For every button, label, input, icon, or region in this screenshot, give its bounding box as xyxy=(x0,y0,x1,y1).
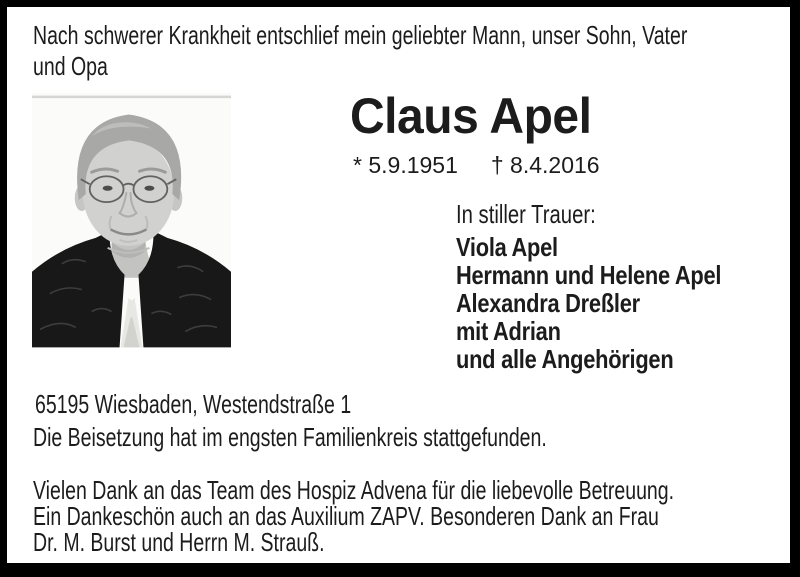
intro-line-1: Nach schwerer Krankheit entschlief mein geliebter Mann, unser Sohn, Vater xyxy=(33,20,688,50)
life-dates xyxy=(353,152,600,180)
mourner-list xyxy=(456,233,721,373)
portrait-photo xyxy=(32,92,231,348)
thanks-line-1: Vielen Dank an das Team des Hospiz Advena für die liebevolle Betreuung. xyxy=(33,475,675,505)
mourner-name: Hermann und Helene Apel xyxy=(456,260,722,290)
mourner-name: Alexandra Dreßler xyxy=(456,288,640,318)
thanks-text xyxy=(33,477,674,555)
intro-text xyxy=(33,20,687,82)
mourner-name: mit Adrian xyxy=(456,316,561,346)
mourner-name: Viola Apel xyxy=(456,232,558,262)
portrait-photo-illustration xyxy=(32,92,231,348)
death-date: † 8.4.2016 xyxy=(490,152,600,178)
thanks-line-2: Ein Dankeschön auch an das Auxilium ZAPV. Besonderen Dank an Frau xyxy=(33,501,659,531)
deceased-name: Claus Apel xyxy=(350,88,592,144)
address-line: 65195 Wiesbaden, Westendstraße 1 xyxy=(35,389,352,419)
mourning-heading: In stiller Trauer: xyxy=(456,199,596,229)
thanks-line-3: Dr. M. Burst und Herrn M. Strauß. xyxy=(33,527,325,557)
burial-note: Die Beisetzung hat im engsten Familienkreis stattgefunden. xyxy=(33,422,547,452)
birth-date: * 5.9.1951 xyxy=(353,152,458,178)
mourner-name: und alle Angehörigen xyxy=(456,344,674,374)
intro-line-2: und Opa xyxy=(33,51,108,81)
